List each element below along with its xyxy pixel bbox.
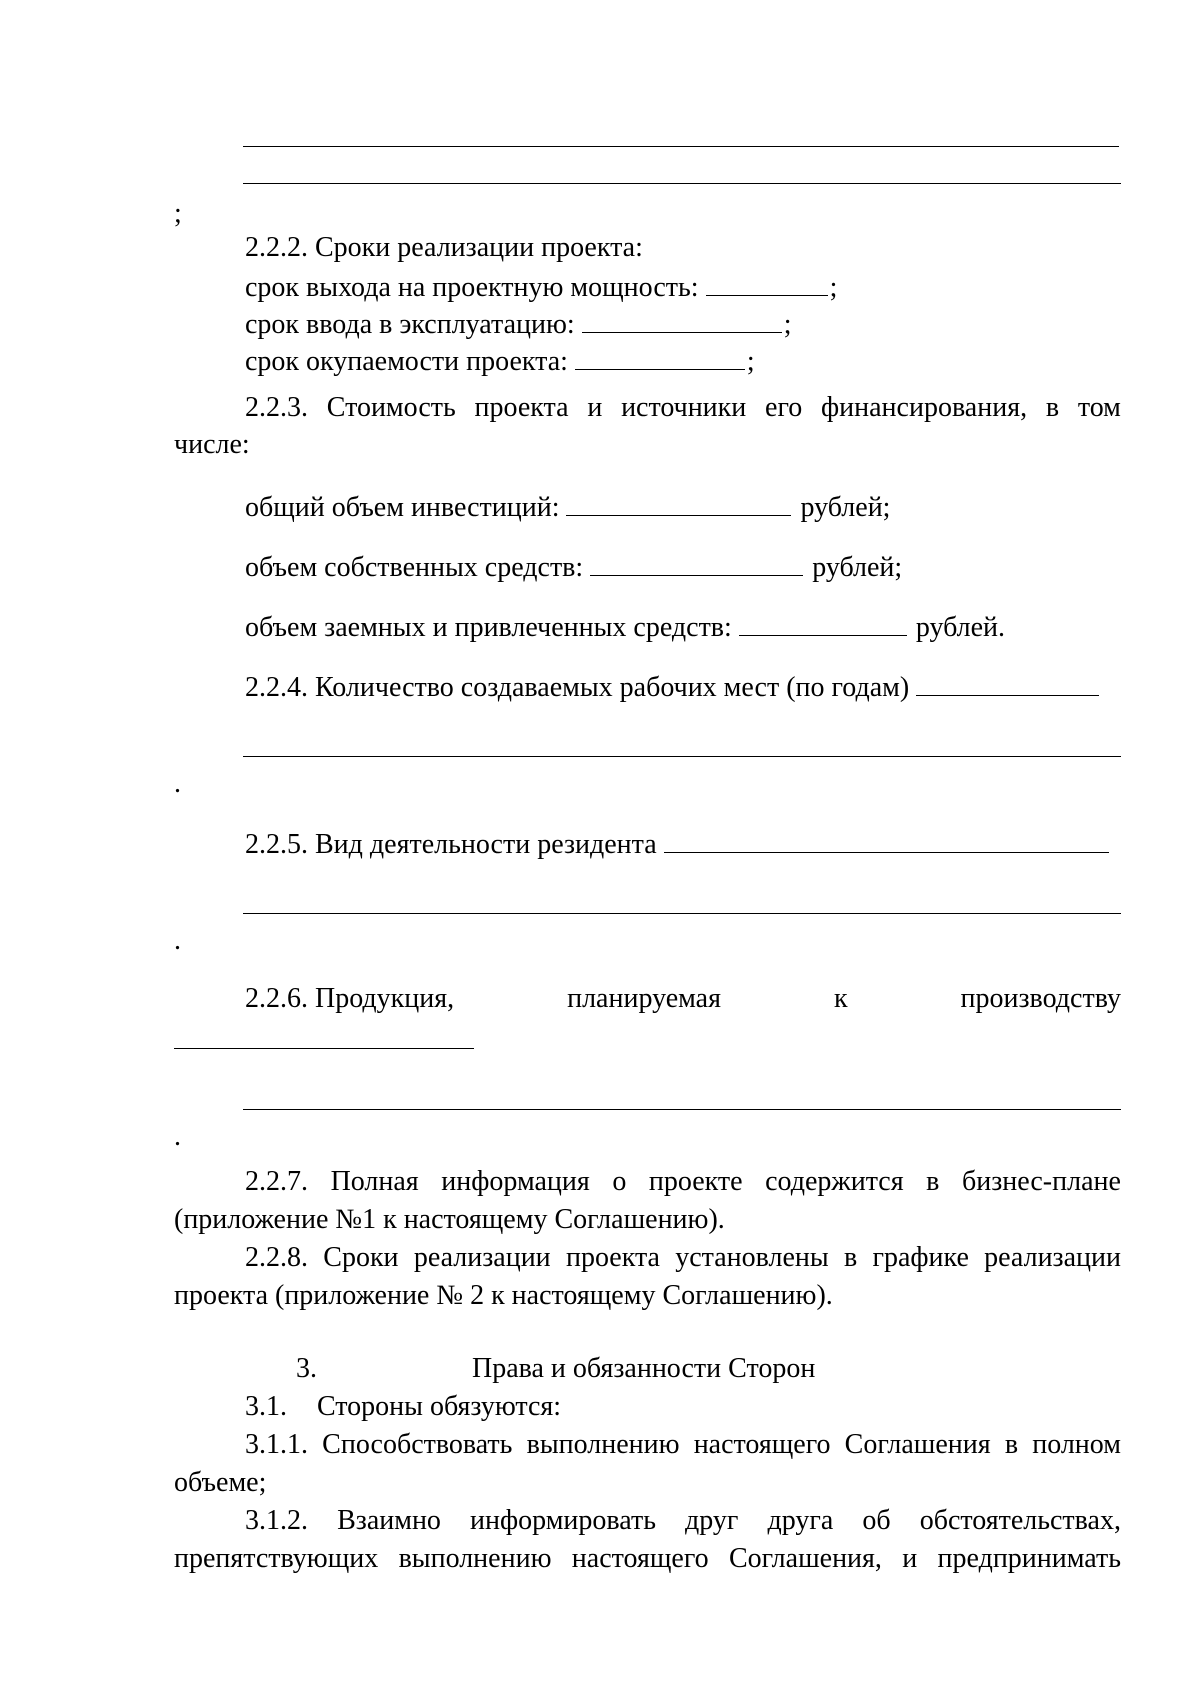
word: производству [960,983,1121,1014]
word: в [1045,392,1060,423]
punctuation: ; [174,198,182,229]
section-2-2-5-line [245,828,1111,859]
blank-line[interactable] [243,146,1119,147]
word: Соглашения [844,1429,991,1460]
word: полном [1032,1429,1121,1460]
punctuation: ; [829,272,838,303]
section-3-1-2-line2 [174,1545,1121,1573]
word: выполнению [398,1543,552,1574]
word: проекта [565,1242,660,1273]
word: Соглашения, [728,1543,882,1574]
word: источники [621,392,747,423]
word: Стоимость [326,392,456,423]
borrowed-funds-blank[interactable] [739,611,907,636]
word: 2.2.3. [245,392,308,423]
word: том [1077,392,1121,423]
section-2-2-3-line2: числе: [174,429,250,460]
blank-line[interactable] [243,756,1121,757]
punctuation: ; [783,309,792,340]
word: установлены [675,1242,829,1273]
section-2-2-2-title: 2.2.2. Сроки реализации проекта: [245,232,643,263]
borrowed-funds-label: объем заемных и привлеченных средств: [245,612,732,643]
section-2-2-7-line2: (приложение №1 к настоящему Соглашению). [174,1204,725,1235]
word: 3.1.2. [245,1505,308,1536]
word: информировать [470,1505,656,1536]
word: 2.2.7. [245,1166,308,1197]
word: реализации [984,1242,1121,1273]
word: о [612,1166,627,1197]
own-funds-blank[interactable] [590,551,803,576]
word: в [926,1166,940,1197]
word: 2.2.6. Продукция, [245,983,455,1014]
word: проекте [648,1166,743,1197]
section-3-1-2-line1 [245,1507,1121,1535]
capacity-term-line [245,271,837,302]
word: проекта [474,392,569,423]
payback-term-blank[interactable] [575,345,745,370]
currency-unit: рублей; [812,552,903,583]
word: и [902,1543,918,1574]
word: Сроки [323,1242,399,1273]
word: в [1004,1429,1019,1460]
word: об [862,1505,891,1536]
word: бизнес-плане [961,1166,1121,1197]
punctuation: ; [746,346,755,377]
section-2-2-4-line [245,671,1101,702]
blank-line[interactable] [243,913,1121,914]
capacity-term-label: срок выхода на проектную мощность: [245,272,699,303]
jobs-blank[interactable] [916,671,1099,696]
section-3-heading: Права и обязанности Сторон [472,1353,816,1384]
total-investment-line [245,491,890,522]
punctuation: . [174,768,181,799]
word: препятствующих [174,1543,379,1574]
word: планируемая [567,983,721,1014]
blank-line[interactable] [243,1109,1121,1110]
blank-line[interactable] [243,183,1121,184]
word: Взаимно [337,1505,441,1536]
word: к [833,983,848,1014]
section-3-1-text: Стороны обязуются: [317,1391,562,1422]
currency-unit: рублей; [800,492,891,523]
word: предпринимать [937,1543,1121,1574]
word: его [765,392,803,423]
own-funds-line [245,551,902,582]
borrowed-funds-line [245,611,1005,642]
punctuation: . [174,1121,181,1152]
word: настоящего [693,1429,831,1460]
payback-term-label: срок окупаемости проекта: [245,346,568,377]
section-3-1-1-line2: объеме; [174,1467,267,1498]
word: Способствовать [322,1429,513,1460]
commission-term-line [245,308,791,339]
section-2-2-8-line2: проекта (приложение № 2 к настоящему Соглашению). [174,1280,833,1311]
section-2-2-7-line1 [245,1168,1121,1196]
commission-term-blank[interactable] [582,308,782,333]
word: и [587,392,603,423]
activity-label: 2.2.5. Вид деятельности резидента [245,829,657,860]
section-2-2-8-line1 [245,1244,1121,1272]
word: финансирования, [821,392,1028,423]
word: Полная [330,1166,419,1197]
section-2-2-3-line1 [245,394,1121,422]
word: информация [441,1166,590,1197]
section-3-number: 3. [296,1353,317,1384]
commission-term-label: срок ввода в эксплуатацию: [245,309,575,340]
payback-term-line [245,345,755,376]
word: 2.2.8. [245,1242,308,1273]
punctuation: . [174,925,181,956]
word: выполнению [526,1429,680,1460]
activity-blank[interactable] [664,828,1109,853]
word: в [843,1242,858,1273]
currency-unit: рублей. [915,612,1006,643]
section-2-2-6-line1 [245,985,1121,1013]
word: графике [872,1242,969,1273]
word: обстоятельствах, [919,1505,1121,1536]
own-funds-label: объем собственных средств: [245,552,584,583]
section-3-1-number: 3.1. [245,1391,287,1422]
word: друг [685,1505,739,1536]
word: друга [767,1505,834,1536]
word: содержится [765,1166,904,1197]
capacity-term-blank[interactable] [706,271,828,296]
section-3-1-1-line1 [245,1431,1121,1459]
word: настоящего [571,1543,709,1574]
blank-line[interactable] [174,1048,474,1049]
total-investment-label: общий объем инвестиций: [245,492,560,523]
jobs-label: 2.2.4. Количество создаваемых рабочих мест (по годам) [245,672,910,703]
word: 3.1.1. [245,1429,308,1460]
total-investment-blank[interactable] [566,491,791,516]
word: реализации [413,1242,551,1273]
